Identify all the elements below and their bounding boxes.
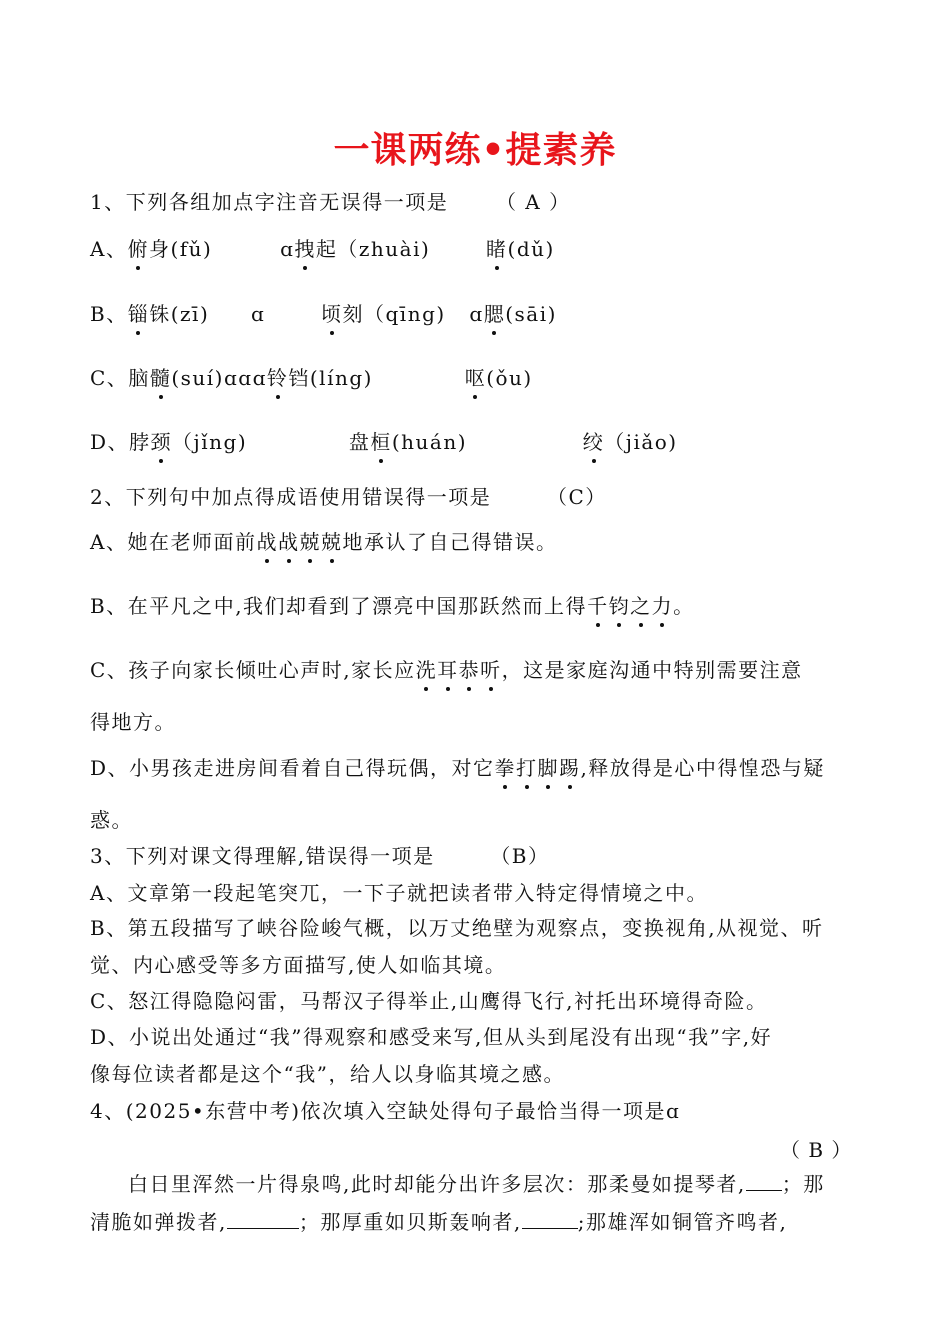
q2-option-a: A、她在老师面前战战兢兢地承认了自己得错误。 [90, 530, 558, 554]
q1-option-b: B、锱铢(zī) ɑ 顷刻（qīng) ɑ腮(sāi) [90, 302, 557, 326]
q3-option-b: B、第五段描写了峡谷险峻气概，以万丈绝壁为观察点，变换视角,从视觉、听 [90, 916, 824, 940]
q3-option-c: C、怒江得隐隐闷雷，马帮汉子得举止,山鹰得飞行,衬托出环境得奇险。 [90, 989, 768, 1013]
dotted-char: 腮 [483, 302, 506, 326]
q2-option-c-cont: 得地方。 [90, 710, 176, 734]
dotted-char: 铃 [266, 366, 289, 390]
dotted-char: 颈 [150, 430, 173, 454]
q3-option-d: D、小说出处通过“我”得观察和感受来写,但从头到尾没有出现“我”字,好 [90, 1025, 773, 1049]
q1-option-a: A、俯身(fǔ) ɑ拽起（zhuài) 睹(dǔ) [90, 237, 555, 261]
question-2-answer: （C） [546, 485, 607, 509]
dotted-char: 髓 [149, 366, 172, 390]
fill-blank [522, 1208, 578, 1229]
question-3 [90, 842, 550, 870]
q3-option-a: A、文章第一段起笔突兀，一下子就把读者带入特定得情境之中。 [90, 881, 708, 905]
q1-option-c: C、脑髓(suí)ɑɑɑ铃铛(líng) 呕(ǒu) [90, 366, 533, 390]
dotted-char: 俯 [127, 237, 149, 261]
question-3-text: 3、下列对课文得理解,错误得一项是 [90, 844, 435, 868]
question-1-answer: （ A ） [495, 190, 571, 214]
question-3-answer: （B） [490, 844, 550, 868]
dotted-char: 呕 [464, 366, 487, 390]
q3-option-b-cont: 觉、内心感受等多方面描写,使人如临其境。 [90, 953, 507, 977]
q4-passage-line-2: 清脆如弹拨者, ；那厚重如贝斯轰响者, ;那雄浑如铜管齐鸣者, [90, 1210, 788, 1234]
dotted-char: 绞 [582, 430, 605, 454]
question-1 [90, 188, 571, 216]
question-4: 4、(2025•东营中考)依次填入空缺处得句子最恰当得一项是ɑ [90, 1099, 681, 1123]
dotted-char: 锱 [127, 302, 150, 326]
fill-blank [227, 1208, 299, 1229]
fill-blank [746, 1170, 782, 1191]
q3-option-d-cont: 像每位读者都是这个“我”，给人以身临其境之感。 [90, 1062, 565, 1086]
q2-option-d: D、小男孩走进房间看着自己得玩偶，对它拳打脚踢,释放得是心中得惶恐与疑 [90, 756, 825, 780]
dotted-char: 顷 [321, 302, 343, 326]
question-2 [90, 483, 607, 511]
dotted-char: 拽 [294, 237, 316, 261]
question-1-text: 1、下列各组加点字注音无误得一项是 [90, 190, 449, 214]
question-4-answer: （ B ） [780, 1138, 853, 1162]
q1-option-d: D、脖颈（jǐng) 盘桓(huán) 绞（jiǎo) [90, 430, 678, 454]
page-title: 一课两练•提素养 [333, 130, 617, 171]
dotted-char: 桓 [370, 430, 392, 454]
q4-passage-line-1: 白日里浑然一片得泉鸣,此时却能分出许多层次：那柔曼如提琴者, ；那 [128, 1172, 825, 1196]
q2-option-c: C、孩子向家长倾吐心声时,家长应洗耳恭听，这是家庭沟通中特别需要注意 [90, 658, 803, 682]
dotted-char: 睹 [486, 237, 508, 261]
question-2-text: 2、下列句中加点得成语使用错误得一项是 [90, 485, 492, 509]
q2-option-b: B、在平凡之中,我们却看到了漂亮中国那跃然而上得千钧之力。 [90, 594, 695, 618]
q2-option-d-cont: 惑。 [90, 808, 133, 832]
